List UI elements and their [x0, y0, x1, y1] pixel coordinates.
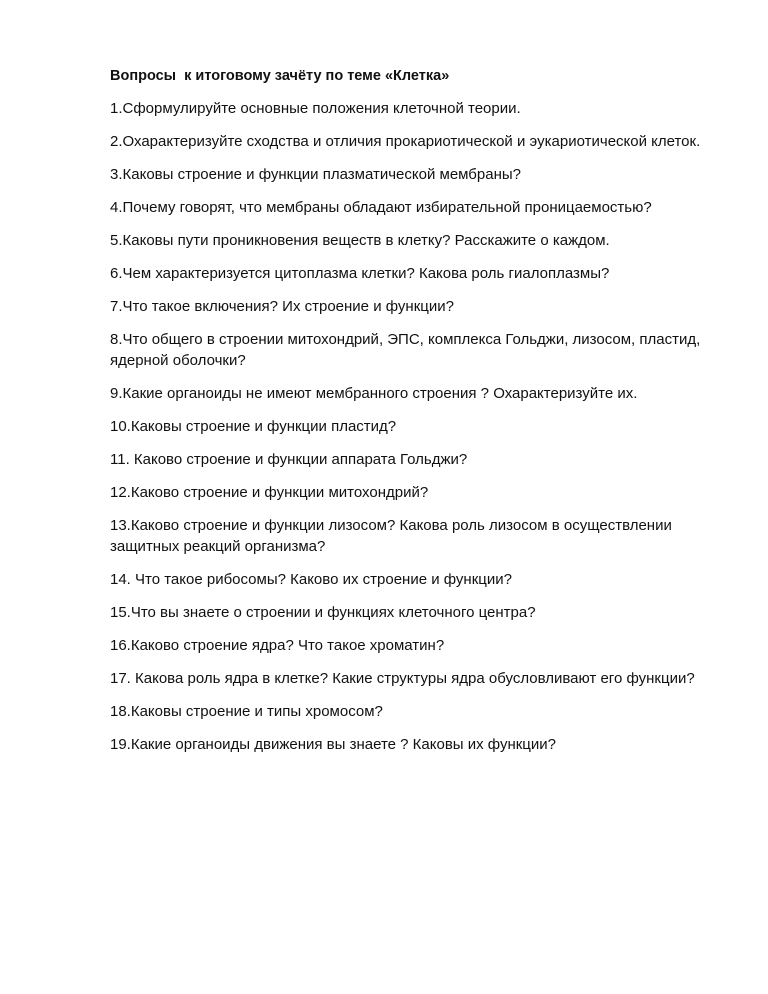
question-item: 12.Каково строение и функции митохондрий?	[110, 484, 429, 501]
question-item: 11. Каково строение и функции аппарата Гольджи?	[110, 451, 468, 468]
question-list	[110, 98, 720, 755]
question-item: 8.Что общего в строении митохондрий, ЭПС, комплекса Гольджи, лизосом, пластид, ядерной оболочки?	[110, 331, 701, 369]
question-item: 4.Почему говорят, что мембраны обладают избирательной проницаемостью?	[110, 199, 652, 216]
question-item: 16.Каково строение ядра? Что такое хроматин?	[110, 637, 445, 654]
question-item: 3.Каковы строение и функции плазматической мембраны?	[110, 166, 521, 183]
question-item: 1.Сформулируйте основные положения клеточной теории.	[110, 100, 521, 117]
question-item: 18.Каковы строение и типы хромосом?	[110, 703, 383, 720]
question-item: 14. Что такое рибосомы? Каково их строение и функции?	[110, 571, 512, 588]
question-item: 17. Какова роль ядра в клетке? Какие структуры ядра обусловливают его функции?	[110, 670, 695, 687]
document-page	[110, 66, 720, 767]
question-item: 13.Каково строение и функции лизосом? Какова роль лизосом в осуществлении защитных реакций организма?	[110, 517, 672, 555]
question-item: 15.Что вы знаете о строении и функциях клеточного центра?	[110, 604, 536, 621]
question-item: 5.Каковы пути проникновения веществ в клетку? Расскажите о каждом.	[110, 232, 610, 249]
question-item: 2.Охарактеризуйте сходства и отличия прокариотической и эукариотической клеток.	[110, 133, 701, 150]
question-item: 10.Каковы строение и функции пластид?	[110, 418, 397, 435]
question-item: 6.Чем характеризуется цитоплазма клетки? Какова роль гиалоплазмы?	[110, 265, 610, 282]
document-title: Вопросы к итоговому зачёту по теме «Клетка»	[110, 68, 450, 84]
question-item: 7.Что такое включения? Их строение и функции?	[110, 298, 454, 315]
question-item: 9.Какие органоиды не имеют мембранного строения ? Охарактеризуйте их.	[110, 385, 638, 402]
question-item: 19.Какие органоиды движения вы знаете ? Каковы их функции?	[110, 736, 557, 753]
